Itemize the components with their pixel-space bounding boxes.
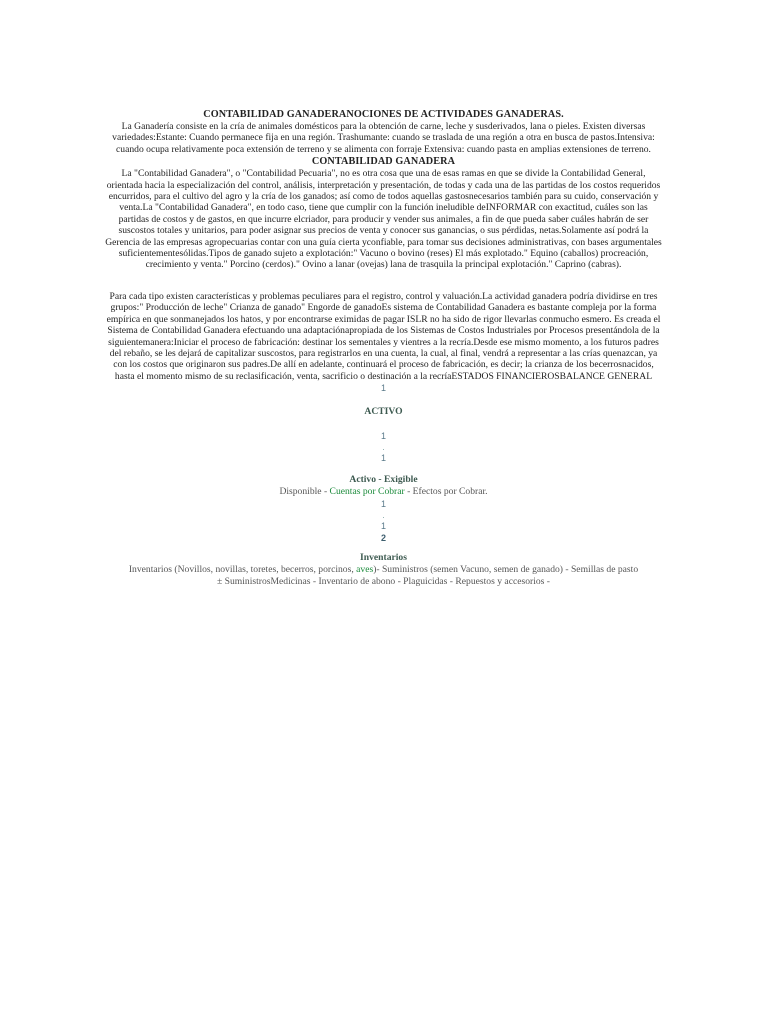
inventarios-line — [105, 564, 662, 576]
outline-number: 1 — [380, 453, 386, 464]
outline-number: 1 — [380, 383, 386, 394]
process-paragraph: Para cada tipo existen características y problemas peculiares para el registro, control y valuación.La actividad ganadera podría dividirse en tres grupos:" Producción de leche" Crianza de ganado" Engorde de ganadoEs sistema de Contabilidad Ganadera es bastante compleja por la forma empírica en que sonmanejados los hatos, y por encontrarse eximidas de pagar ISLR no ha sido de rigor llevarlas conmucho esmero. Es creada el Sistema de Contabilidad Ganadera efectuando una adaptaciónapropiada de los Sistemas de Costos Industriales por Procesos presentándola de la siguientemanera:Iniciar el proceso de fabricación: destinar los sementales y vientres a la recría.Desde ese mismo momento, a los futuros padres del rebaño, se les dejará de capitalizar suscostos, para registrarlos en una cuenta, la cual, al final, vendrá a representar a las crías quenazcan, ya con los costos que originaron sus padres.De allí en adelante, continuará el proceso de fabricación, es decir; la crianza de los becerrosnacidos, hasta el momento mismo de su reclasificación, venta, sacrificio o destinación a la recríaESTADOS FINANCIEROSBALANCE GENERAL — [106, 290, 661, 382]
intro-paragraph: La Ganadería consiste en la cría de animales domésticos para la obtención de carne, leche y susderivados, lana o pieles. Existen diversas variedades:Estante: Cuando permanece fija en una región. Trashumante: cuando se traslada de una región a otra en busca de pastos.Intensiva: cuando ocupa relativamente poca extensión de terreno y se alimenta con forraje Extensiva: cuando pasta en amplias extensiones de terreno. — [112, 121, 655, 155]
outline-dot: . — [382, 442, 385, 453]
aves-link[interactable]: aves — [356, 564, 374, 576]
outline-number: 1 — [380, 431, 386, 442]
paragraph-gap — [105, 271, 662, 291]
outline-number: 1 — [380, 499, 386, 510]
inventarios-heading: Inventarios — [360, 552, 407, 564]
activo-heading: ACTIVO — [364, 406, 403, 418]
section-title: CONTABILIDAD GANADERA — [311, 156, 456, 168]
cuentas-por-cobrar-link[interactable]: Cuentas por Cobrar — [329, 486, 405, 498]
outline-number: 2 — [380, 533, 386, 544]
activo-exigible-heading: Activo - Exigible — [349, 474, 418, 486]
inventarios-text: Inventarios (Novillos, novillas, toretes, becerros, porcinos, — [128, 564, 357, 576]
definition-paragraph: La "Contabilidad Ganadera", o "Contabilidad Pecuaria", no es otra cosa que una de esas ramas en que se divide la Contabilidad General, orientada hacia la especialización del control, análisis, interpretación y presentación, de todas y cada una de las partidas de los costos requeridos encurridos, para el cultivo del agro y la cría de los ganados; así como de todos aquellas gastosnecesarios también para su cuido, conservación y venta.La "Contabilidad Ganadera", en todo caso, tiene que cumplir con la función ineludible deINFORMAR con exactitud, cuáles son las partidas de costos y de gastos, en que incurre elcriador, para producir y vender sus animales, a fin de que pueda saber cuáles habrán de ser suscostos totales y unitarios, para poder asignar sus precios de venta y conocer sus ganancias, o sus pérdidas, netas.Solamente así podrá la Gerencia de las empresas agropecuarias contar con una guía cierta yconfiable, para tomar sus decisiones administrativas, con bases argumentales suficientementesólidas.Tipos de ganado sujeto a explotación:" Vacuno o bovino (reses) El más explotado." Equino (caballos) procreación, crecimiento y venta." Porcino (cerdos)." Ovino a lanar (ovejas) lana de trasquila la principal explotación." Caprino (cabras). — [105, 168, 662, 271]
outline-number: 1 — [380, 521, 386, 532]
inventarios-line-2: ± SuministrosMedicinas - Inventario de abono - Plaguicidas - Repuestos y accesorios - — [217, 576, 550, 588]
suministros-text: )- Suministros (semen Vacuno, semen de ganado) - Semillas de pasto — [373, 564, 639, 576]
efectos-text: - Efectos por Cobrar. — [404, 486, 488, 498]
disponible-text: Disponible - — [279, 486, 330, 498]
disponible-line — [105, 486, 662, 498]
outline-dot: . — [382, 510, 385, 521]
document-title: CONTABILIDAD GANADERANOCIONES DE ACTIVIDADES GANADERAS. — [203, 109, 564, 120]
document-page — [105, 108, 662, 588]
